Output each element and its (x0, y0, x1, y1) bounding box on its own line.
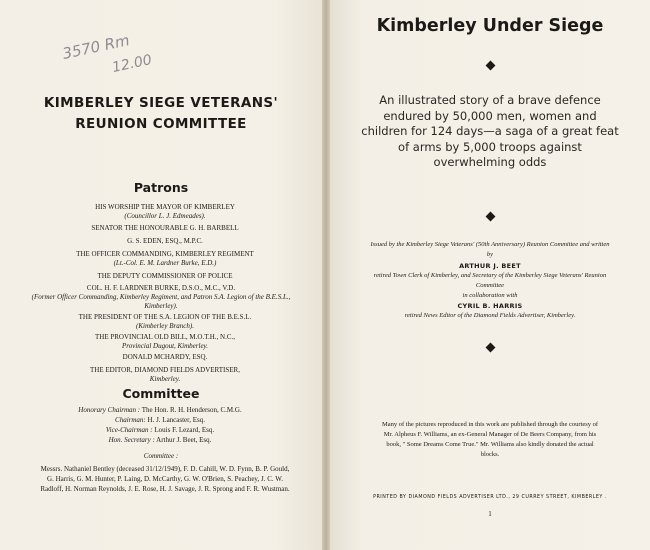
patron-item: HIS WORSHIP THE MAYOR OF KIMBERLEY (Councillor L. J. Edmeades). (95, 203, 235, 220)
diamond-ornament (486, 61, 496, 71)
coauthor-name: CYRIL B. HARRIS (457, 302, 523, 310)
book-title: Kimberley Under Siege (376, 16, 604, 36)
patron-item: G. S. EDEN, ESQ., M.P.C. (127, 237, 203, 245)
committee-members-heading: Committee : (143, 452, 179, 460)
author-desc: retired Town Clerk of Kimberley, and Secretary of the Kimberley Siege Veterans' Reunion Committee (373, 272, 607, 289)
committee-officer: Chairman: H. J. Lancaster, Esq. (115, 416, 205, 424)
pencil-price: 12.00 (110, 52, 154, 76)
issued-by: Issued by the Kimberley Siege Veterans' (50th Anniversary) Reunion Committee and written by (370, 241, 610, 258)
author-name: ARTHUR J. BEET (459, 262, 521, 270)
patron-item: THE PRESIDENT OF THE S.A. LEGION OF THE B.E.S.L. (Kimberley Branch). (78, 313, 252, 330)
collaboration-note: in collaboration with (462, 292, 518, 299)
printer-imprint: PRINTED BY DIAMOND FIELDS ADVERTISER LTD., 29 CURREY STREET, KIMBERLEY . (373, 495, 607, 500)
committee-officer: Honorary Chairman : The Hon. R. H. Henderson, C.M.G. (78, 406, 242, 414)
committee-heading (0, 93, 322, 135)
patron-item: DONALD MCHARDY, ESQ. (122, 353, 208, 361)
left-page (0, 0, 322, 550)
diamond-ornament (486, 212, 496, 222)
intro-text: An illustrated story of a brave defence endured by 50,000 men, women and children for 124 days—a saga of a great feat of arms by 5,000 troops against overwhelming odds (361, 93, 619, 169)
patron-item: THE DEPUTY COMMISSIONER OF POLICE (97, 272, 233, 280)
patron-item: THE PROVINCIAL OLD BILL, M.O.T.H., N.C., Provincial Dugout, Kimberley. (95, 333, 235, 350)
coauthor-desc: retired News Editor of the Diamond Fields Advertiser, Kimberley. (404, 312, 576, 319)
diamond-ornament (486, 343, 496, 353)
book-gutter (322, 0, 330, 550)
heading-line-1: KIMBERLEY SIEGE VETERANS' (43, 95, 279, 111)
patrons-title: Patrons (133, 180, 189, 195)
patron-item: THE OFFICER COMMANDING, KIMBERLEY REGIMENT (Lt.-Col. E. M. Lardner Burke, E.D.) (76, 250, 254, 267)
page-number: 1 (488, 510, 492, 518)
committee-officer: Hon. Secretary : Arthur J. Beet, Esq. (108, 436, 212, 444)
committee-officer: Vice-Chairman : Louis F. Lezard, Esq. (105, 426, 215, 434)
committee-title: Committee (122, 386, 200, 401)
patron-item: COL. H. F. LARDNER BURKE, D.S.O., M.C., V.D. (Former Officer Commanding, Kimberley Regiment, and Patron S.A. Legion of the B.E.S.L., Kimberley). (31, 284, 291, 310)
committee-members: Messrs. Nathaniel Bentley (deceased 31/12/1949), F. D. Cahill, W. D. Fynn, B. P. Gould, G. Harris, G. M. Hunter, P. Laing, D. McCarthy, G. W. O'Brien, S. Peachey, J. C. W. Radloff, H. Norman Reynolds, J. E. Rose, H. J. Savage, J. R. Sprong and F. R. Wustman. (40, 465, 290, 493)
pencil-note: 3570 Rm (60, 31, 132, 63)
right-page (330, 0, 650, 550)
heading-line-2: REUNION COMMITTEE (75, 116, 247, 132)
patron-item: THE EDITOR, DIAMOND FIELDS ADVERTISER, Kimberley. (90, 366, 240, 383)
patron-item: SENATOR THE HONOURABLE G. H. BARBELL (91, 224, 239, 232)
picture-credits: Many of the pictures reproduced in this work are published through the courtesy of Mr. Alpheus F. Williams, an ex-General Manager of De Beers Company, from his book, " Some Dreams Come True." Mr. Williams also kindly donated the actual blocks. (381, 421, 599, 458)
